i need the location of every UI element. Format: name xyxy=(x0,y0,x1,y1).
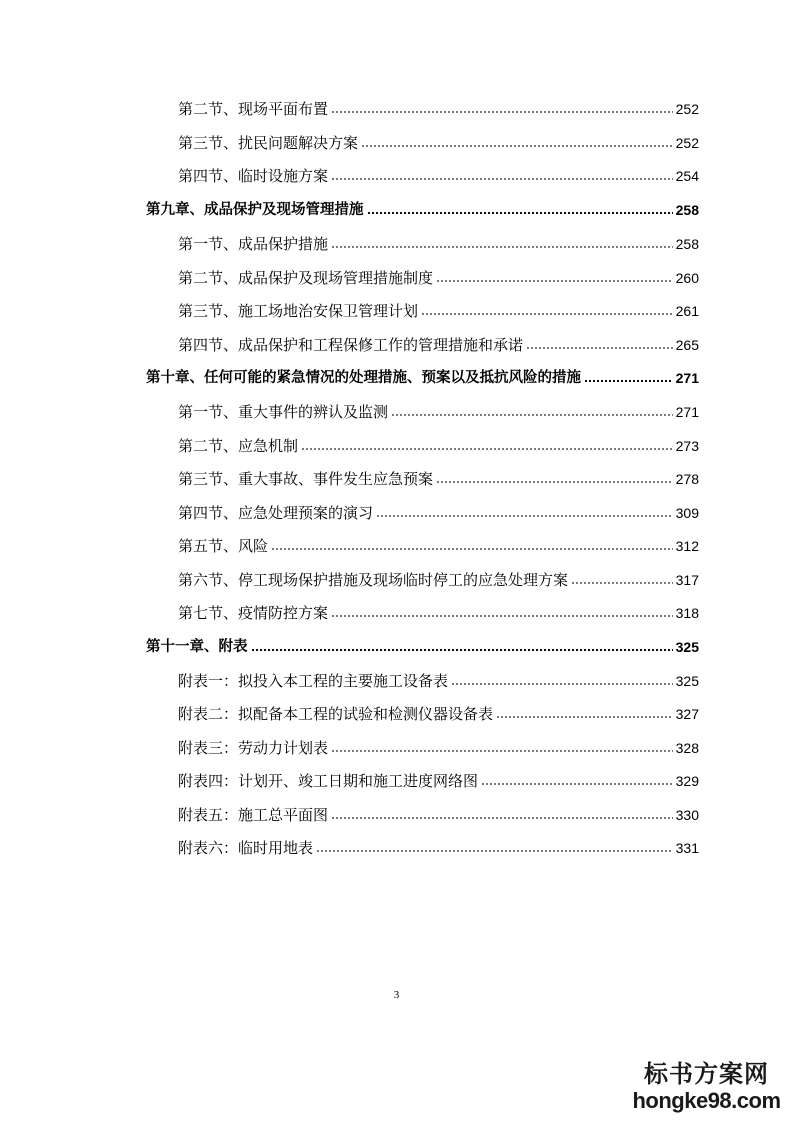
watermark-title: 标书方案网 xyxy=(644,1059,769,1088)
dot-leader xyxy=(361,144,673,148)
toc-entry-page: 327 xyxy=(675,706,699,722)
toc-entry-page: 325 xyxy=(675,639,699,655)
toc-entry-page: 258 xyxy=(675,202,699,218)
toc-entry[interactable] xyxy=(178,468,699,490)
page-number: 3 xyxy=(393,989,400,1001)
toc-entry-label: 附表三：劳动力计划表 xyxy=(178,739,329,757)
dot-leader xyxy=(271,547,673,551)
dot-leader xyxy=(481,782,673,786)
dot-leader xyxy=(331,245,673,249)
toc-entry[interactable] xyxy=(178,837,699,859)
toc-entry[interactable] xyxy=(178,502,699,524)
toc-entry-label: 第四节、临时设施方案 xyxy=(178,167,329,185)
toc-entry[interactable] xyxy=(178,401,699,423)
toc-entry-label: 第三节、施工场地治安保卫管理计划 xyxy=(178,302,419,320)
dot-leader xyxy=(331,614,673,618)
dot-leader xyxy=(584,379,673,383)
toc-chapter-entry[interactable] xyxy=(146,367,699,389)
watermark-logo xyxy=(620,1060,793,1122)
toc-entry[interactable] xyxy=(178,132,699,154)
toc-entry-label: 第六节、停工现场保护措施及现场临时停工的应急处理方案 xyxy=(178,571,569,589)
dot-leader xyxy=(421,312,673,316)
dot-leader xyxy=(331,110,673,114)
toc-entry-page: 261 xyxy=(675,303,699,319)
toc-entry[interactable] xyxy=(178,98,699,120)
toc-entry[interactable] xyxy=(178,804,699,826)
toc-entry-page: 252 xyxy=(675,101,699,117)
toc-chapter-entry[interactable] xyxy=(146,199,699,221)
toc-entry[interactable] xyxy=(178,670,699,692)
toc-entry[interactable] xyxy=(178,233,699,255)
dot-leader xyxy=(331,177,673,181)
toc-chapter-entry[interactable] xyxy=(146,636,699,658)
toc-entry-page: 265 xyxy=(675,337,699,353)
toc-entry-label: 第一节、重大事件的辨认及监测 xyxy=(178,403,389,421)
toc-entry-page: 318 xyxy=(675,605,699,621)
toc-entry[interactable] xyxy=(178,569,699,591)
toc-entry-label: 第九章、成品保护及现场管理措施 xyxy=(146,202,364,218)
toc-entry[interactable] xyxy=(178,165,699,187)
toc-entry[interactable] xyxy=(178,703,699,725)
toc-entry-label: 第十一章、附表 xyxy=(146,639,248,655)
toc-entry-page: 331 xyxy=(675,840,699,856)
toc-entry-label: 第四节、成品保护和工程保修工作的管理措施和承诺 xyxy=(178,336,524,354)
dot-leader xyxy=(436,279,673,283)
toc-entry-label: 第七节、疫情防控方案 xyxy=(178,604,329,622)
dot-leader xyxy=(436,480,673,484)
toc-entry-label: 第十章、任何可能的紧急情况的处理措施、预案以及抵抗风险的措施 xyxy=(146,370,581,386)
toc-entry-page: 252 xyxy=(675,135,699,151)
toc-entry-label: 第二节、现场平面布置 xyxy=(178,100,329,118)
dot-leader xyxy=(251,648,673,652)
toc-entry[interactable] xyxy=(178,300,699,322)
toc-entry-page: 325 xyxy=(675,673,699,689)
toc-entry[interactable] xyxy=(178,267,699,289)
dot-leader xyxy=(331,749,673,753)
toc-entry[interactable] xyxy=(178,602,699,624)
toc-entry-page: 271 xyxy=(675,404,699,420)
toc-entry-page: 258 xyxy=(675,236,699,252)
toc-entry-label: 附表六：临时用地表 xyxy=(178,839,314,857)
toc-entry[interactable] xyxy=(178,770,699,792)
toc-entry[interactable] xyxy=(178,334,699,356)
toc-entry-label: 附表四：计划开、竣工日期和施工进度网络图 xyxy=(178,772,479,790)
toc-entry-label: 附表五：施工总平面图 xyxy=(178,806,329,824)
dot-leader xyxy=(391,413,673,417)
dot-leader xyxy=(451,682,673,686)
toc-entry[interactable] xyxy=(178,535,699,557)
toc-entry-label: 附表一：拟投入本工程的主要施工设备表 xyxy=(178,672,449,690)
dot-leader xyxy=(496,715,673,719)
toc-entry[interactable] xyxy=(178,435,699,457)
toc-entry-page: 260 xyxy=(675,270,699,286)
toc-entry-label: 第五节、风险 xyxy=(178,537,269,555)
toc-entry-label: 第三节、扰民问题解决方案 xyxy=(178,134,359,152)
toc-entry-page: 312 xyxy=(675,538,699,554)
toc-entry-page: 278 xyxy=(675,471,699,487)
toc-entry[interactable] xyxy=(178,737,699,759)
dot-leader xyxy=(526,346,673,350)
toc-entry-page: 317 xyxy=(675,572,699,588)
toc-entry-label: 第三节、重大事故、事件发生应急预案 xyxy=(178,470,434,488)
toc-entry-page: 309 xyxy=(675,505,699,521)
watermark-site: hongke98.com xyxy=(632,1088,781,1113)
toc-entry-page: 254 xyxy=(675,168,699,184)
toc-entry-label: 第二节、应急机制 xyxy=(178,437,299,455)
toc-entry-label: 第四节、应急处理预案的演习 xyxy=(178,504,374,522)
toc-entry-label: 附表二：拟配备本工程的试验和检测仪器设备表 xyxy=(178,705,494,723)
dot-leader xyxy=(376,514,673,518)
toc-entry-page: 329 xyxy=(675,773,699,789)
toc-entry-page: 328 xyxy=(675,740,699,756)
toc-entry-page: 271 xyxy=(675,370,699,386)
dot-leader xyxy=(331,816,673,820)
toc-entry-page: 273 xyxy=(675,438,699,454)
dot-leader xyxy=(316,849,673,853)
dot-leader xyxy=(301,447,673,451)
toc-entry-page: 330 xyxy=(675,807,699,823)
toc-entry-label: 第一节、成品保护措施 xyxy=(178,235,329,253)
toc-entry-label: 第二节、成品保护及现场管理措施制度 xyxy=(178,269,434,287)
dot-leader xyxy=(571,581,673,585)
dot-leader xyxy=(367,211,673,215)
